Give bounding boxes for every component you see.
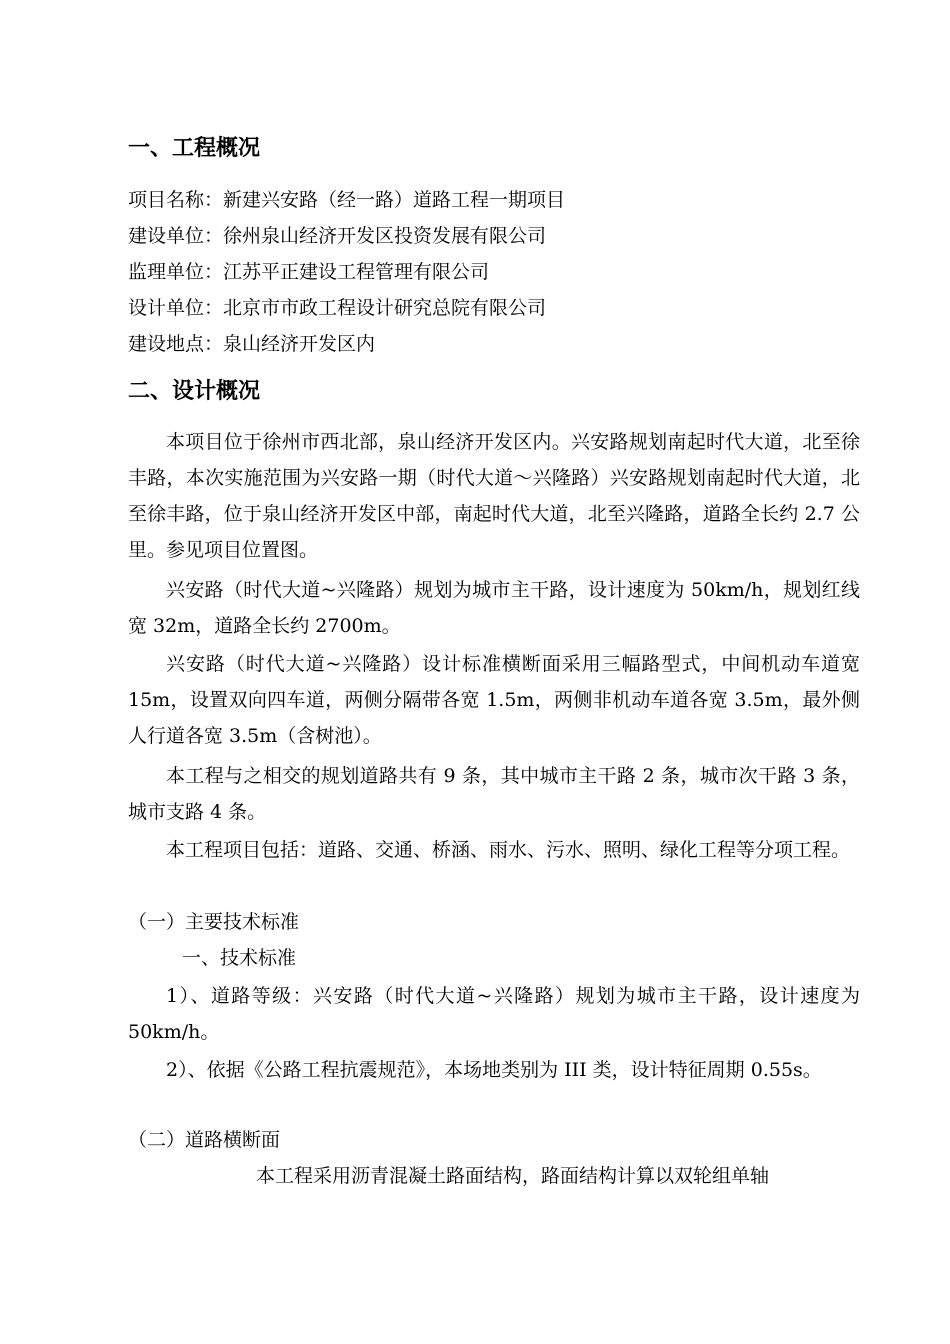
tech-standard-road-grade: 1）、道路等级：兴安路（时代大道~兴隆路）规划为城市主干路，设计速度为 50km/h。	[128, 985, 860, 1043]
section-title-design: 二、设计概况	[128, 379, 261, 404]
subsection-tech-standards: （一）主要技术标准	[128, 911, 300, 933]
subsection-tech-standards-item: 一、技术标准	[182, 947, 297, 969]
info-supervisor: 监理单位：江苏平正建设工程管理有限公司	[128, 261, 490, 283]
section-title-overview: 一、工程概况	[128, 136, 261, 161]
design-paragraph-cross-section: 兴安路（时代大道~兴隆路）设计标准横断面采用三幅路型式，中间机动车道宽 15m，设置双向四车道，两侧分隔带各宽 1.5m，两侧非机动车道各宽 3.5m，最外侧人行道各宽 3.5m（含树池）。	[128, 653, 860, 747]
info-location: 建设地点：泉山经济开发区内	[128, 333, 376, 355]
info-project-name: 项目名称：新建兴安路（经一路）道路工程一期项目	[128, 189, 566, 211]
design-paragraph-location: 本项目位于徐州市西北部，泉山经济开发区内。兴安路规划南起时代大道，北至徐丰路，本次实施范围为兴安路一期（时代大道～兴隆路）兴安路规划南起时代大道，北至徐丰路，位于泉山经济开发区中部，南起时代大道，北至兴隆路，道路全长约 2.7 公里。参见项目位置图。	[128, 431, 860, 561]
tech-standard-seismic: 2）、依据《公路工程抗震规范》，本场地类别为 III 类，设计特征周期 0.55s。	[166, 1059, 822, 1081]
info-designer: 设计单位：北京市市政工程设计研究总院有限公司	[128, 297, 547, 319]
design-paragraph-scope: 本工程项目包括：道路、交通、桥涵、雨水、污水、照明、绿化工程等分项工程。	[166, 839, 851, 861]
pavement-paragraph: 本工程采用沥青混凝土路面结构，路面结构计算以双轮组单轴	[256, 1165, 770, 1187]
design-paragraph-intersections: 本工程与之相交的规划道路共有 9 条，其中城市主干路 2 条，城市次干路 3 条，城市支路 4 条。	[128, 765, 860, 823]
info-builder: 建设单位：徐州泉山经济开发区投资发展有限公司	[128, 225, 547, 247]
design-paragraph-planning: 兴安路（时代大道~兴隆路）规划为城市主干路，设计速度为 50km/h，规划红线宽 32m，道路全长约 2700m。	[128, 579, 860, 637]
subsection-road-cross-section: （二）道路横断面	[128, 1129, 281, 1151]
